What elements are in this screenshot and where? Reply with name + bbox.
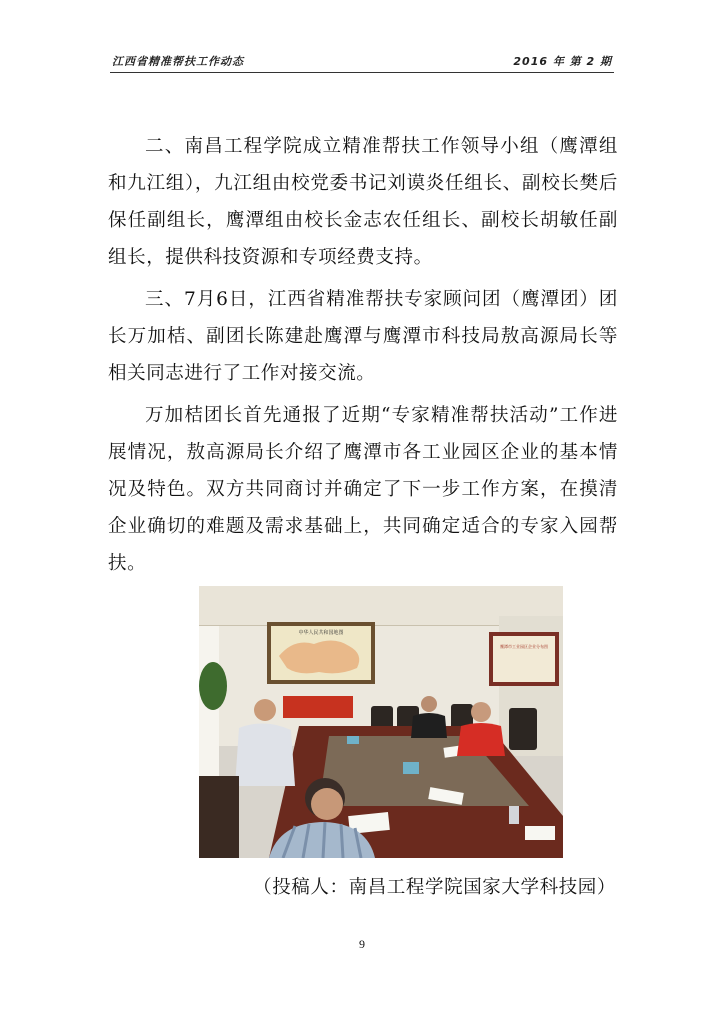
article-body <box>108 128 618 587</box>
page-number: 9 <box>359 937 365 951</box>
meeting-photo-illustration <box>199 586 563 858</box>
person-white-shirt-body <box>235 723 295 786</box>
paragraph-2: 三、7月6日，江西省精准帮扶专家顾问团（鹰潭团）团长万加桔、副团长陈建赴鹰潭与鹰潭市科技局敖高源局长等相关同志进行了工作对接交流。 <box>108 289 618 384</box>
red-banners <box>283 696 353 718</box>
plant <box>199 662 227 710</box>
person-red-shirt-body <box>457 723 505 756</box>
header-issue: 2016 年 第 2 期 <box>513 55 612 68</box>
header-publication-title: 江西省精准帮扶工作动态 <box>112 55 244 68</box>
page-header <box>110 49 614 71</box>
map-title: 中华人民共和国地图 <box>298 630 344 636</box>
poster-title: 鹰潭市工业园区企业分布图 <box>500 644 548 649</box>
photo-caption: （投稿人：南昌工程学院国家大学科技园） <box>253 877 616 898</box>
header-divider <box>110 72 614 73</box>
paragraph-1: 二、南昌工程学院成立精准帮扶工作领导小组（鹰潭组和九江组），九江组由校党委书记刘谟炎任组长、副校长樊后保任副组长，鹰潭组由校长金志农任组长、副校长胡敏任副组长，提供科技资源和专项经费支持。 <box>108 136 618 268</box>
paragraph-3: 万加桔团长首先通报了近期“专家精准帮扶活动”工作进展情况，敖高源局长介绍了鹰潭市各工业园区企业的基本情况及特色。双方共同商讨并确定了下一步工作方案，在摸清企业确切的难题及需求基础上，共同确定适合的专家入园帮扶。 <box>108 405 618 574</box>
meeting-photo <box>199 586 563 858</box>
person-red-shirt-head <box>471 702 491 722</box>
person-white-shirt-head <box>254 699 276 721</box>
